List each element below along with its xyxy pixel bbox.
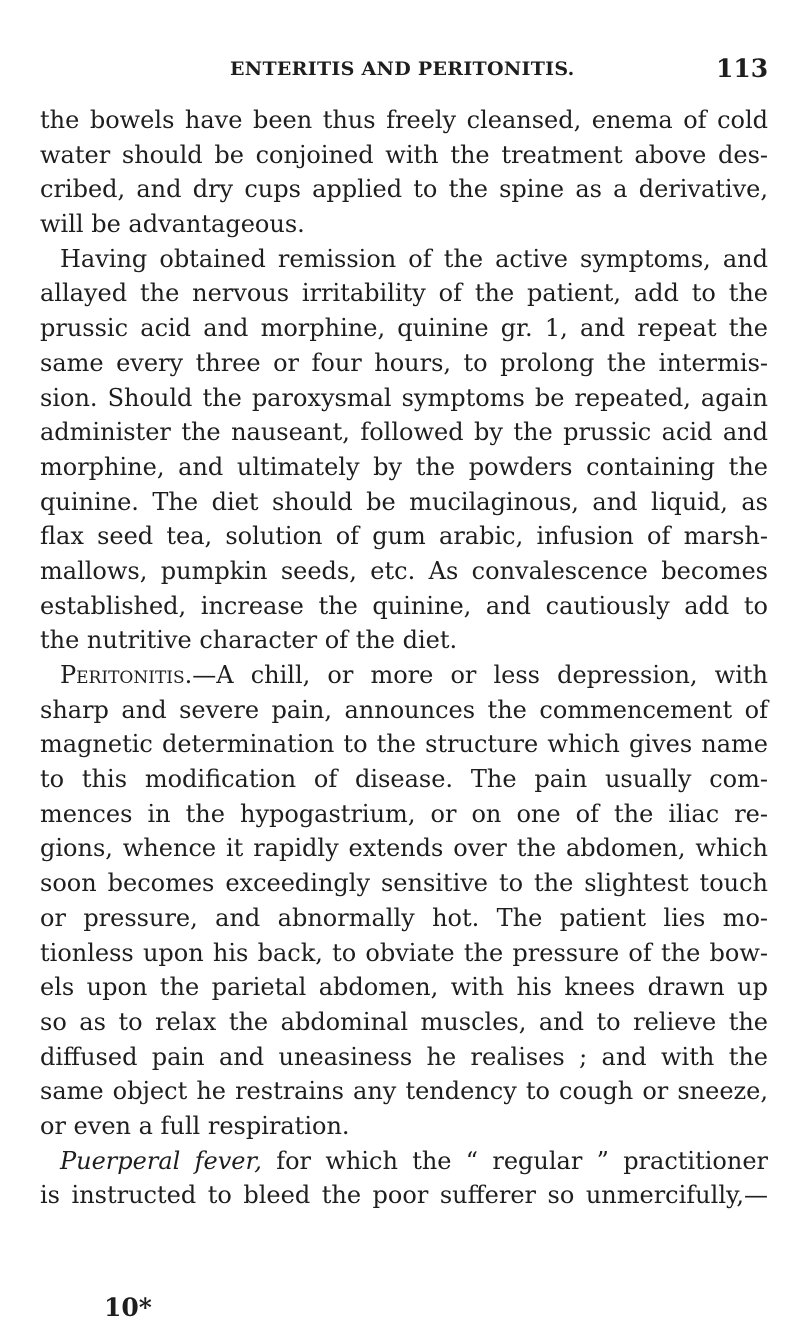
body-text xyxy=(40,103,768,1213)
text-line: soon becomes exceedingly sensitive to the slightest touch xyxy=(40,869,768,898)
running-head xyxy=(0,0,800,100)
text-line: is instructed to bleed the poor sufferer so unmercifully,— xyxy=(40,1181,768,1210)
text-line: or pressure, and abnormally hot. The patient lies mo- xyxy=(40,903,768,932)
text-line: or even a full respiration. xyxy=(40,1111,350,1140)
text-line: same object he restrains any tendency to cough or sneeze, xyxy=(40,1077,768,1106)
text-line: morphine, and ultimately by the powders containing the xyxy=(40,452,768,481)
text-line: sharp and severe pain, announces the commencement of xyxy=(40,695,768,724)
text-line: allayed the nervous irritability of the patient, add to the xyxy=(40,279,768,308)
text-line: mallows, pumpkin seeds, etc. As convalescence becomes xyxy=(40,556,768,585)
text-line: to this modification of disease. The pain usually com- xyxy=(40,765,768,794)
text-line: tionless upon his back, to obviate the pressure of the bow- xyxy=(40,938,768,967)
text-line: administer the nauseant, followed by the prussic acid and xyxy=(40,418,768,447)
text-line: magnetic determination to the structure which gives name xyxy=(40,730,768,759)
text-line: gions, whence it rapidly extends over the abdomen, which xyxy=(40,834,768,863)
text-run: for which the “ regular ” practitioner xyxy=(261,1146,768,1175)
text-line: cribed, and dry cups applied to the spine as a derivative, xyxy=(40,175,768,204)
text-line: prussic acid and morphine, quinine gr. 1, and repeat the xyxy=(40,314,768,343)
text-line: established, increase the quinine, and cautiously add to xyxy=(40,591,768,620)
text-line: the bowels have been thus freely cleansed, enema of cold xyxy=(40,106,768,134)
italic-term-puerperal-fever: Puerperal fever, xyxy=(60,1146,262,1175)
text-line: will be advantageous. xyxy=(40,210,305,239)
text-line: so as to relax the abdominal muscles, and to relieve the xyxy=(40,1007,768,1036)
text-line: els upon the parietal abdomen, with his knees drawn up xyxy=(40,973,768,1002)
text-line: the nutritive character of the diet. xyxy=(40,626,458,655)
text-line: Having obtained remission of the active symptoms, and xyxy=(60,244,768,273)
page-number: 113 xyxy=(716,54,769,83)
text-line: quinine. The diet should be mucilaginous, and liquid, as xyxy=(40,487,768,516)
running-title: ENTERITIS AND PERITONITIS. xyxy=(230,58,575,80)
text-line xyxy=(40,1144,768,1179)
text-line: same every three or four hours, to prolong the intermis- xyxy=(40,348,768,377)
text-line: sion. Should the paroxysmal symptoms be repeated, again xyxy=(40,383,768,412)
text-line: flax seed tea, solution of gum arabic, infusion of marsh- xyxy=(40,522,768,551)
signature-mark: 10* xyxy=(104,1293,152,1322)
section-heading-peritonitis: Peritonitis. xyxy=(60,661,193,689)
text-run: —A chill, or more or less depression, with xyxy=(192,661,768,689)
text-line: diffused pain and uneasiness he realises ; and with the xyxy=(40,1042,768,1071)
text-line: water should be conjoined with the treatment above des- xyxy=(40,140,768,169)
text-line: mences in the hypogastrium, or on one of the iliac re- xyxy=(40,799,768,828)
text-line xyxy=(40,658,768,693)
